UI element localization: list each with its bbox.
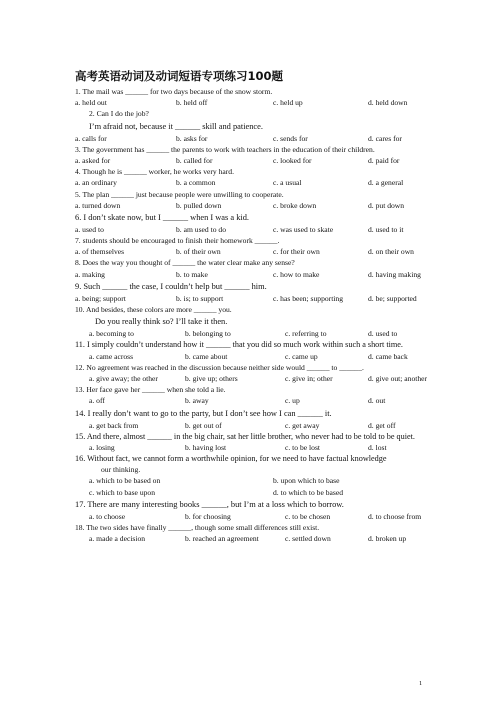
question-text: 9. Such ______ the case, I couldn’t help but ______ him.: [75, 281, 267, 291]
answer-option: a. came across: [89, 351, 134, 361]
answer-option: d. used to: [368, 329, 398, 339]
answer-option: c. get away: [285, 420, 320, 430]
question-text: 17. There are many interesting books ______, but I’m at a loss which to borrow.: [75, 499, 344, 509]
answer-option: c. to be chosen: [285, 511, 331, 521]
question-text: 2. Can I do the job?: [89, 109, 149, 119]
answer-option: a. becoming to: [89, 329, 134, 339]
answer-option: a. calls for: [75, 133, 107, 143]
answer-options: [75, 133, 421, 144]
question-text: 6. I don’t skate now, but I ______ when I was a kid.: [75, 212, 249, 222]
answer-option: b. for choosing: [185, 511, 231, 521]
answer-options: [75, 373, 428, 384]
answer-option: a. asked for: [75, 155, 111, 165]
answer-option: b. give up; others: [185, 373, 238, 383]
answer-option: c. has been; supporting: [273, 293, 344, 303]
answer-option: a. held out: [75, 98, 107, 108]
answer-options: [75, 293, 421, 304]
answer-option: b. belonging to: [185, 329, 231, 339]
answer-options: [75, 177, 421, 188]
question-text-wrapped: 16. Without fact, we cannot form a worthwhile opinion, for we need to have factual knowledge: [75, 454, 387, 464]
answer-option: b. pulled down: [176, 200, 222, 210]
answer-options: [75, 269, 421, 280]
question-text: 12. No agreement was reached in the discussion because neither side would ______ to ______.: [75, 362, 364, 372]
answer-option: b. of their own: [176, 247, 221, 257]
answer-options: [75, 155, 421, 166]
answer-option: c. broke down: [273, 200, 317, 210]
answer-options: [75, 487, 421, 498]
question-text: 14. I really don’t want to go to the party, but I don’t see how I can ______ it.: [75, 408, 332, 418]
answer-option: a. off: [89, 396, 105, 406]
question-text: 7. students should be encouraged to finish their homework ______.: [75, 236, 280, 246]
answer-option: b. having lost: [185, 442, 227, 452]
answer-option: a. to choose: [89, 511, 126, 521]
answer-option: a. an ordinary: [75, 178, 117, 188]
answer-options: [75, 351, 421, 362]
page-number: 1: [419, 680, 423, 687]
answer-option: d. having making: [368, 269, 421, 279]
answer-option: a. which to be based on: [89, 476, 161, 486]
question-text: 1. The mail was ______ for two days because of the snow storm.: [75, 87, 273, 96]
answer-options: [75, 511, 421, 522]
answer-options: [75, 224, 421, 235]
answer-option: b. came about: [185, 351, 228, 361]
answer-options: [75, 200, 421, 211]
answer-options: [75, 475, 421, 486]
answer-option: d. paid for: [368, 155, 400, 165]
answer-option: b. to make: [176, 269, 208, 279]
answer-option: d. a general: [368, 178, 404, 188]
answer-options: [75, 246, 421, 257]
answer-option: d. to which to be based: [273, 487, 344, 497]
answer-option: d. give out; another: [368, 373, 428, 383]
answer-option: d. cares for: [368, 133, 402, 143]
answer-options: [75, 442, 421, 453]
question-text: 3. The government has ______ the parents to work with teachers in the education of their children.: [75, 144, 375, 154]
question-text: 18. The two sides have finally ______, though some small differences still exist.: [75, 523, 320, 533]
answer-option: b. away: [185, 396, 209, 406]
answer-option: a. give away; the other: [89, 373, 158, 383]
answer-option: d. to choose from: [368, 511, 422, 521]
answer-option: b. upon which to base: [273, 476, 340, 486]
answer-options: [75, 395, 421, 406]
answer-option: d. out: [368, 396, 386, 406]
question-text-wrapped: 11. I simply couldn’t understand how it ______ that you did so much work within such a short time.: [75, 340, 403, 350]
answer-option: d. get off: [368, 420, 396, 430]
question-text-wrapped: 15. And there, almost ______ in the big chair, sat her little brother, who never had to be told to be quiet.: [75, 431, 415, 441]
question-text: our thinking.: [101, 465, 141, 475]
answer-option: d. put down: [368, 200, 405, 210]
answer-option: d. be; supported: [368, 293, 417, 303]
question-list: [75, 86, 428, 544]
answer-option: c. to be lost: [285, 442, 321, 452]
answer-option: c. looked for: [273, 155, 312, 165]
answer-option: c. for their own: [273, 247, 320, 257]
answer-options: [75, 328, 421, 339]
answer-option: c. was used to skate: [273, 224, 334, 234]
answer-option: c. settled down: [285, 534, 331, 544]
answer-option: a. making: [75, 269, 105, 279]
answer-options: [75, 97, 421, 108]
answer-option: a. made a decision: [89, 534, 146, 544]
answer-options: [75, 533, 421, 544]
answer-option: c. came up: [285, 351, 318, 361]
question-text: 13. Her face gave her ______ when she told a lie.: [75, 385, 226, 395]
answer-option: b. a common: [176, 178, 216, 188]
answer-option: c. sends for: [273, 133, 308, 143]
answer-option: b. called for: [176, 155, 213, 165]
answer-option: d. lost: [368, 442, 387, 452]
answer-option: c. which to base upon: [89, 487, 156, 497]
answer-option: a. losing: [89, 442, 115, 452]
question-text: Do you really think so? I’ll take it then.: [95, 317, 228, 327]
answer-option: c. a usual: [273, 178, 302, 188]
question-text: 8. Does the way you thought of ______ the water clear make any sense?: [75, 258, 295, 268]
answer-option: c. referring to: [285, 329, 327, 339]
question-text: 4. Though he is ______ worker, he works very hard.: [75, 167, 234, 177]
answer-option: b. get out of: [185, 420, 222, 430]
answer-option: a. of themselves: [75, 247, 125, 257]
answer-option: c. held up: [273, 98, 303, 108]
answer-option: d. on their own: [368, 247, 414, 257]
answer-option: d. used to it: [368, 224, 404, 234]
answer-option: a. used to: [75, 224, 104, 234]
answer-option: b. reached an agreement: [185, 534, 259, 544]
answer-option: d. held down: [368, 98, 408, 108]
answer-option: c. how to make: [273, 269, 320, 279]
answer-option: b. held off: [176, 98, 208, 108]
question-text: 10. And besides, these colors are more ______ you.: [75, 305, 232, 314]
answer-option: c. give in; other: [285, 373, 333, 383]
question-text: I’m afraid not, because it ______ skill and patience.: [89, 121, 263, 131]
answer-option: a. being; support: [75, 293, 126, 303]
page-title: 高考英语动词及动词短语专项练习100题: [75, 69, 284, 83]
answer-options: [75, 420, 421, 431]
answer-option: b. asks for: [176, 133, 208, 143]
question-text: 5. The plan ______ just because people were unwilling to cooperate.: [75, 189, 284, 199]
answer-option: d. came back: [368, 351, 408, 361]
answer-option: c. up: [285, 396, 300, 406]
answer-option: a. get back from: [89, 420, 139, 430]
answer-option: d. broken up: [368, 534, 407, 544]
answer-option: a. turned down: [75, 200, 121, 210]
answer-option: b. is; to support: [176, 293, 224, 303]
answer-option: b. am used to do: [176, 224, 226, 234]
